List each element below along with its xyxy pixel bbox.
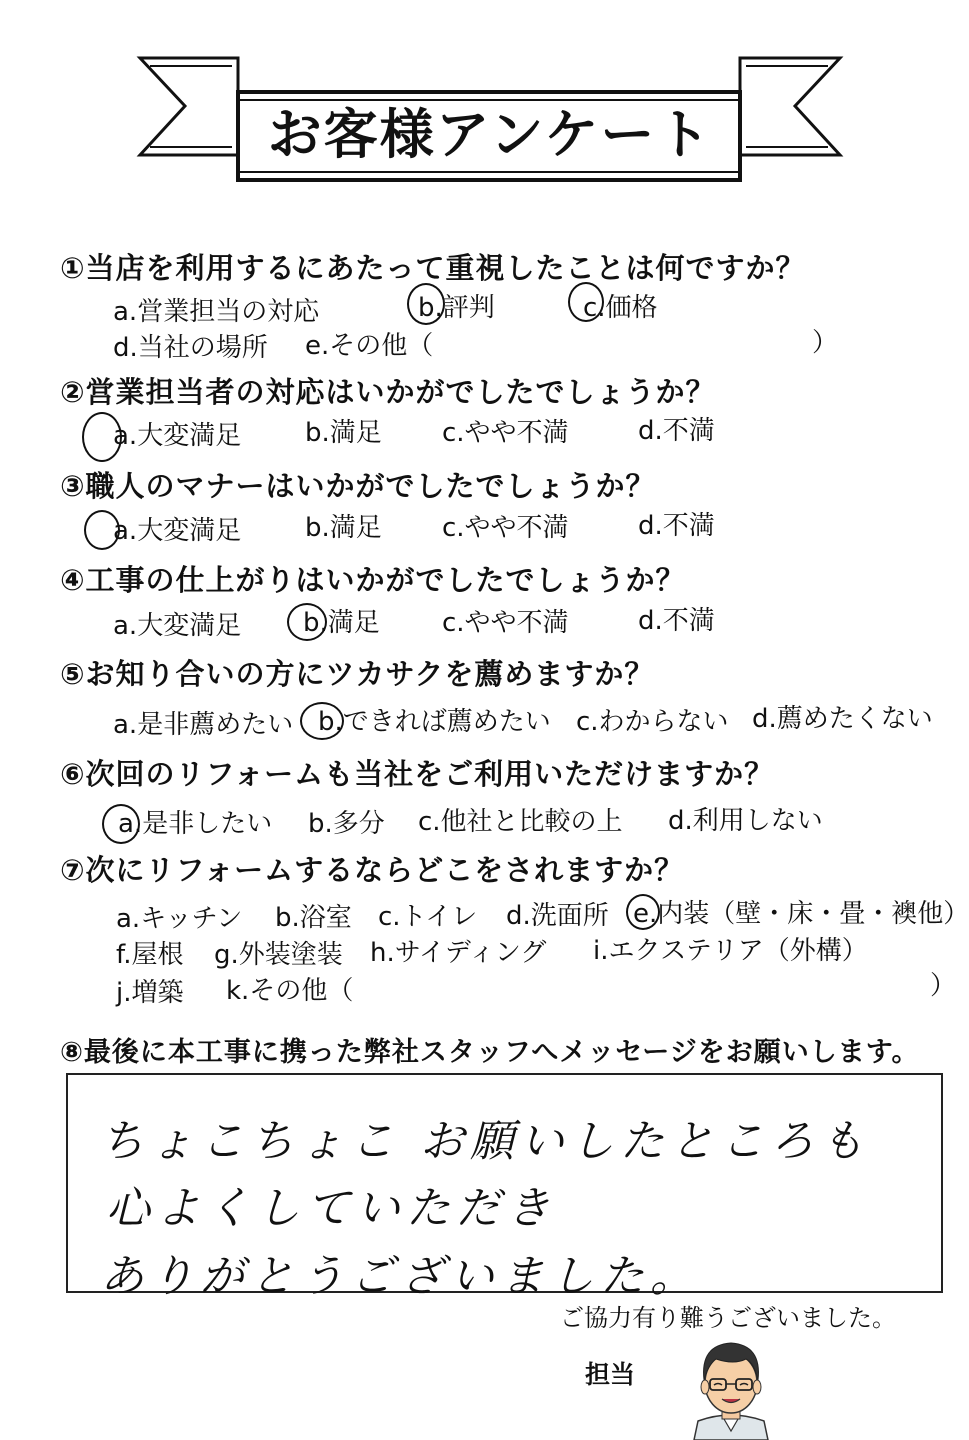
staff-avatar-icon — [688, 1335, 774, 1440]
question-3: ③職人のマナーはいかがでしたでしょうか？ — [60, 469, 656, 503]
q7-option-k[interactable]: k.その他（ — [226, 976, 354, 1006]
q6-selected-mark — [102, 804, 140, 844]
question-7: ⑦次にリフォームするならどこをされますか？ — [60, 853, 685, 887]
q5-option-c[interactable]: c.わからない — [576, 707, 729, 737]
q4-selected-mark — [287, 603, 327, 641]
q1-option-d[interactable]: d.当社の場所 — [113, 333, 268, 363]
q2-option-c[interactable]: c.やや不満 — [442, 418, 569, 448]
q1-close-paren: ） — [812, 328, 839, 358]
q1-option-c[interactable]: c.価格 — [583, 293, 658, 323]
question-8: ⑧最後に本工事に携った弊社スタッフへメッセージをお願いします。 — [60, 1037, 920, 1068]
q1-selected-mark — [407, 283, 445, 325]
q7-option-g[interactable]: g.外装塗装 — [214, 940, 343, 970]
question-2: ②営業担当者の対応はいかがでしたでしょうか？ — [60, 375, 716, 409]
q3-option-c[interactable]: c.やや不満 — [442, 513, 569, 543]
q6-option-d[interactable]: d.利用しない — [668, 806, 823, 836]
q7-option-c[interactable]: c.トイレ — [378, 902, 478, 932]
q3-option-b[interactable]: b.満足 — [305, 513, 382, 543]
q7-option-e[interactable]: e.内装（壁・床・畳・襖他） — [633, 899, 969, 929]
q7-option-j[interactable]: j.増築 — [116, 978, 184, 1008]
q2-option-a[interactable]: a.大変満足 — [113, 421, 242, 451]
q7-option-f[interactable]: f.屋根 — [116, 940, 184, 970]
message-line-2: 心よくしていただき — [106, 1183, 556, 1234]
q1-option-b[interactable]: b.評判 — [418, 293, 495, 323]
question-6: ⑥次回のリフォームも当社をご利用いただけますか？ — [60, 757, 775, 791]
q7-close-paren: ） — [930, 971, 957, 1001]
q7-option-b[interactable]: b.浴室 — [275, 903, 352, 933]
q6-option-c[interactable]: c.他社と比較の上 — [418, 807, 623, 837]
q5-option-d[interactable]: d.薦めたくない — [752, 704, 933, 734]
q6-option-b[interactable]: b.多分 — [308, 809, 385, 839]
q2-option-b[interactable]: b.満足 — [305, 418, 382, 448]
q6-option-a[interactable]: a.是非したい — [118, 809, 273, 839]
q4-option-b[interactable]: b.満足 — [303, 608, 380, 638]
page-title: お客様アンケート — [267, 103, 713, 166]
q2-selected-mark — [82, 412, 122, 462]
q7-option-i[interactable]: i.エクステリア（外構） — [593, 936, 868, 966]
thanks-text: ご協力有り難うございました。 — [560, 1304, 896, 1332]
q4-option-a[interactable]: a.大変満足 — [113, 611, 242, 641]
q5-option-b[interactable]: b.できれば薦めたい — [318, 707, 551, 737]
q2-option-d[interactable]: d.不満 — [638, 416, 715, 446]
question-1: ①当店を利用するにあたって重視したことは何ですか？ — [60, 251, 806, 285]
message-line-1: ちょこちょこ お願いしたところも — [100, 1116, 870, 1167]
q3-option-d[interactable]: d.不満 — [638, 511, 715, 541]
question-4: ④工事の仕上がりはいかがでしたでしょうか？ — [60, 563, 686, 597]
q3-option-a[interactable]: a.大変満足 — [113, 516, 242, 546]
staff-label: 担当 — [585, 1360, 636, 1389]
q1-option-e[interactable]: e.その他（ — [305, 331, 434, 361]
q7-option-a[interactable]: a.キッチン — [116, 904, 243, 934]
q5-selected-mark — [300, 702, 344, 740]
q4-option-c[interactable]: c.やや不満 — [442, 608, 569, 638]
q3-selected-mark — [84, 510, 120, 550]
q7-selected-mark — [626, 894, 660, 930]
q7-option-d[interactable]: d.洗面所 — [506, 901, 609, 931]
q1-option-a[interactable]: a.営業担当の対応 — [113, 297, 320, 327]
q5-option-a[interactable]: a.是非薦めたい — [113, 710, 294, 740]
q1-selected-mark-2 — [568, 282, 604, 322]
message-line-3: ありがとうございました。 — [100, 1251, 700, 1302]
q4-option-d[interactable]: d.不満 — [638, 606, 715, 636]
question-5: ⑤お知り合いの方にツカサクを薦めますか？ — [60, 657, 655, 691]
q7-option-h[interactable]: h.サイディング — [370, 938, 547, 968]
